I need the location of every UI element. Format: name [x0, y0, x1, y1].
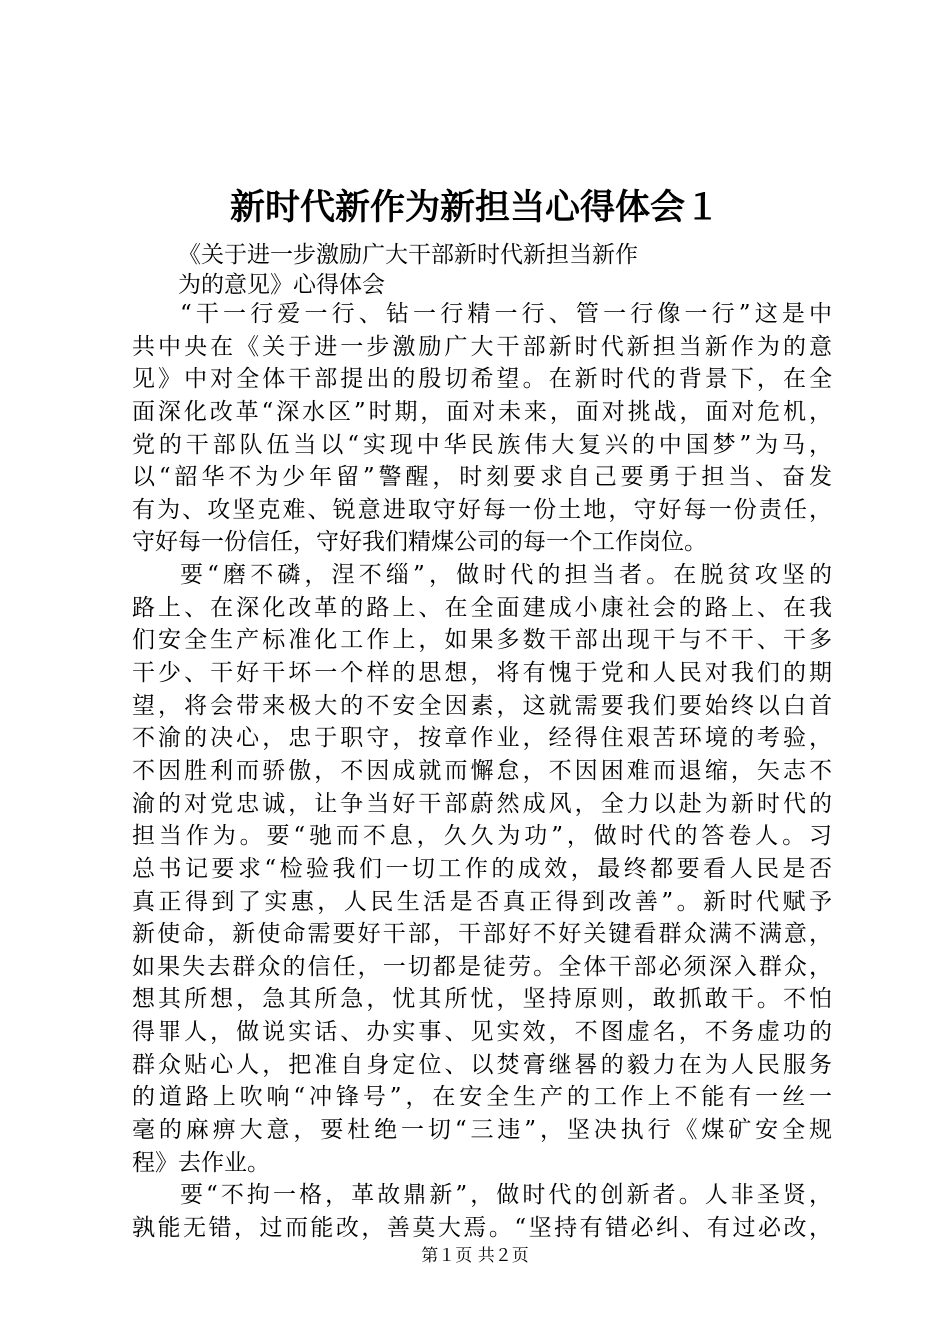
document-subtitle-line-1: 《关于进一步激励广大干部新时代新担当新作 [178, 242, 638, 268]
paragraph-2-line: 渝的对党忠诚，让争当好干部蔚然成风，全力以赴为新时代的 [132, 790, 832, 817]
paragraph-2-line: 要“磨不磷，涅不缁”，做时代的担当者。在脱贫攻坚的 [180, 562, 832, 589]
paragraph-1-line: 以“韶华不为少年留”警醒，时刻要求自己要勇于担当、奋发 [132, 464, 832, 491]
paragraph-2-line: 真正得到了实惠，人民生活是否真正得到改善”。新时代赋予 [132, 888, 832, 915]
paragraph-1-line: 党的干部队伍当以“实现中华民族伟大复兴的中国梦”为马， [132, 431, 832, 458]
paragraph-2-line: 担当作为。要“驰而不息，久久为功”，做时代的答卷人。习 [132, 823, 832, 850]
paragraph-2-line: 干少、干好干坏一个样的思想，将有愧于党和人民对我们的期 [132, 660, 832, 687]
paragraph-2-line: 望，将会带来极大的不安全因素，这就需要我们要始终以白首 [132, 692, 832, 719]
paragraph-2-line: 不因胜利而骄傲，不因成就而懈怠，不因困难而退缩，矢志不 [132, 757, 832, 784]
paragraph-1-line: 守好每一份信任，守好我们精煤公司的每一个工作岗位。 [132, 529, 707, 556]
paragraph-1-line: 共中央在《关于进一步激励广大干部新时代新担当新作为的意 [132, 333, 832, 360]
paragraph-3-line: 要“不拘一格，革故鼎新”，做时代的创新者。人非圣贤， [180, 1182, 832, 1209]
document-title: 新时代新作为新担当心得体会１ [229, 187, 720, 228]
paragraph-2-line: 路上、在深化改革的路上、在全面建成小康社会的路上、在我 [132, 594, 832, 621]
paragraph-2-line: 们安全生产标准化工作上，如果多数干部出现干与不干、干多 [132, 627, 832, 654]
document-subtitle-line-2: 为的意见》心得体会 [178, 272, 385, 298]
paragraph-2-line: 毫的麻痹大意，要杜绝一切“三违”，坚决执行《煤矿安全规 [132, 1117, 832, 1144]
document-body [132, 298, 832, 1245]
paragraph-2-line: 的道路上吹响“冲锋号”，在安全生产的工作上不能有一丝一 [132, 1084, 832, 1111]
paragraph-2-line: 不渝的决心，忠于职守，按章作业，经得住艰苦环境的考验， [132, 725, 832, 752]
paragraph-1-line: 见》中对全体干部提出的殷切希望。在新时代的背景下，在全 [132, 366, 832, 393]
paragraph-2-line: 想其所想，急其所急，忧其所忧，坚持原则，敢抓敢干。不怕 [132, 986, 832, 1013]
paragraph-2-line: 如果失去群众的信任，一切都是徒劳。全体干部必须深入群众， [132, 953, 832, 980]
paragraph-1-line: 面深化改革“深水区”时期，面对未来，面对挑战，面对危机， [132, 398, 832, 425]
paragraph-1-line: “干一行爱一行、钻一行精一行、管一行像一行”这是中 [180, 301, 832, 327]
page-footer: 第１页 共２页 [421, 1246, 529, 1266]
paragraph-2-line: 总书记要求“检验我们一切工作的成效，最终都要看人民是否 [132, 855, 832, 882]
paragraph-3-line: 孰能无错，过而能改，善莫大焉。“坚持有错必纠、有过必改， [132, 1214, 832, 1241]
paragraph-2-line: 群众贴心人，把准自身定位、以焚膏继晷的毅力在为人民服务 [132, 1051, 832, 1078]
paragraph-2-line: 程》去作业。 [132, 1149, 270, 1176]
paragraph-2-line: 得罪人，做说实话、办实事、见实效，不图虚名，不务虚功的 [132, 1019, 832, 1046]
paragraph-1-line: 有为、攻坚克难、锐意进取守好每一份土地，守好每一份责任， [132, 496, 832, 523]
paragraph-2-line: 新使命，新使命需要好干部，干部好不好关键看群众满不满意， [132, 921, 832, 948]
